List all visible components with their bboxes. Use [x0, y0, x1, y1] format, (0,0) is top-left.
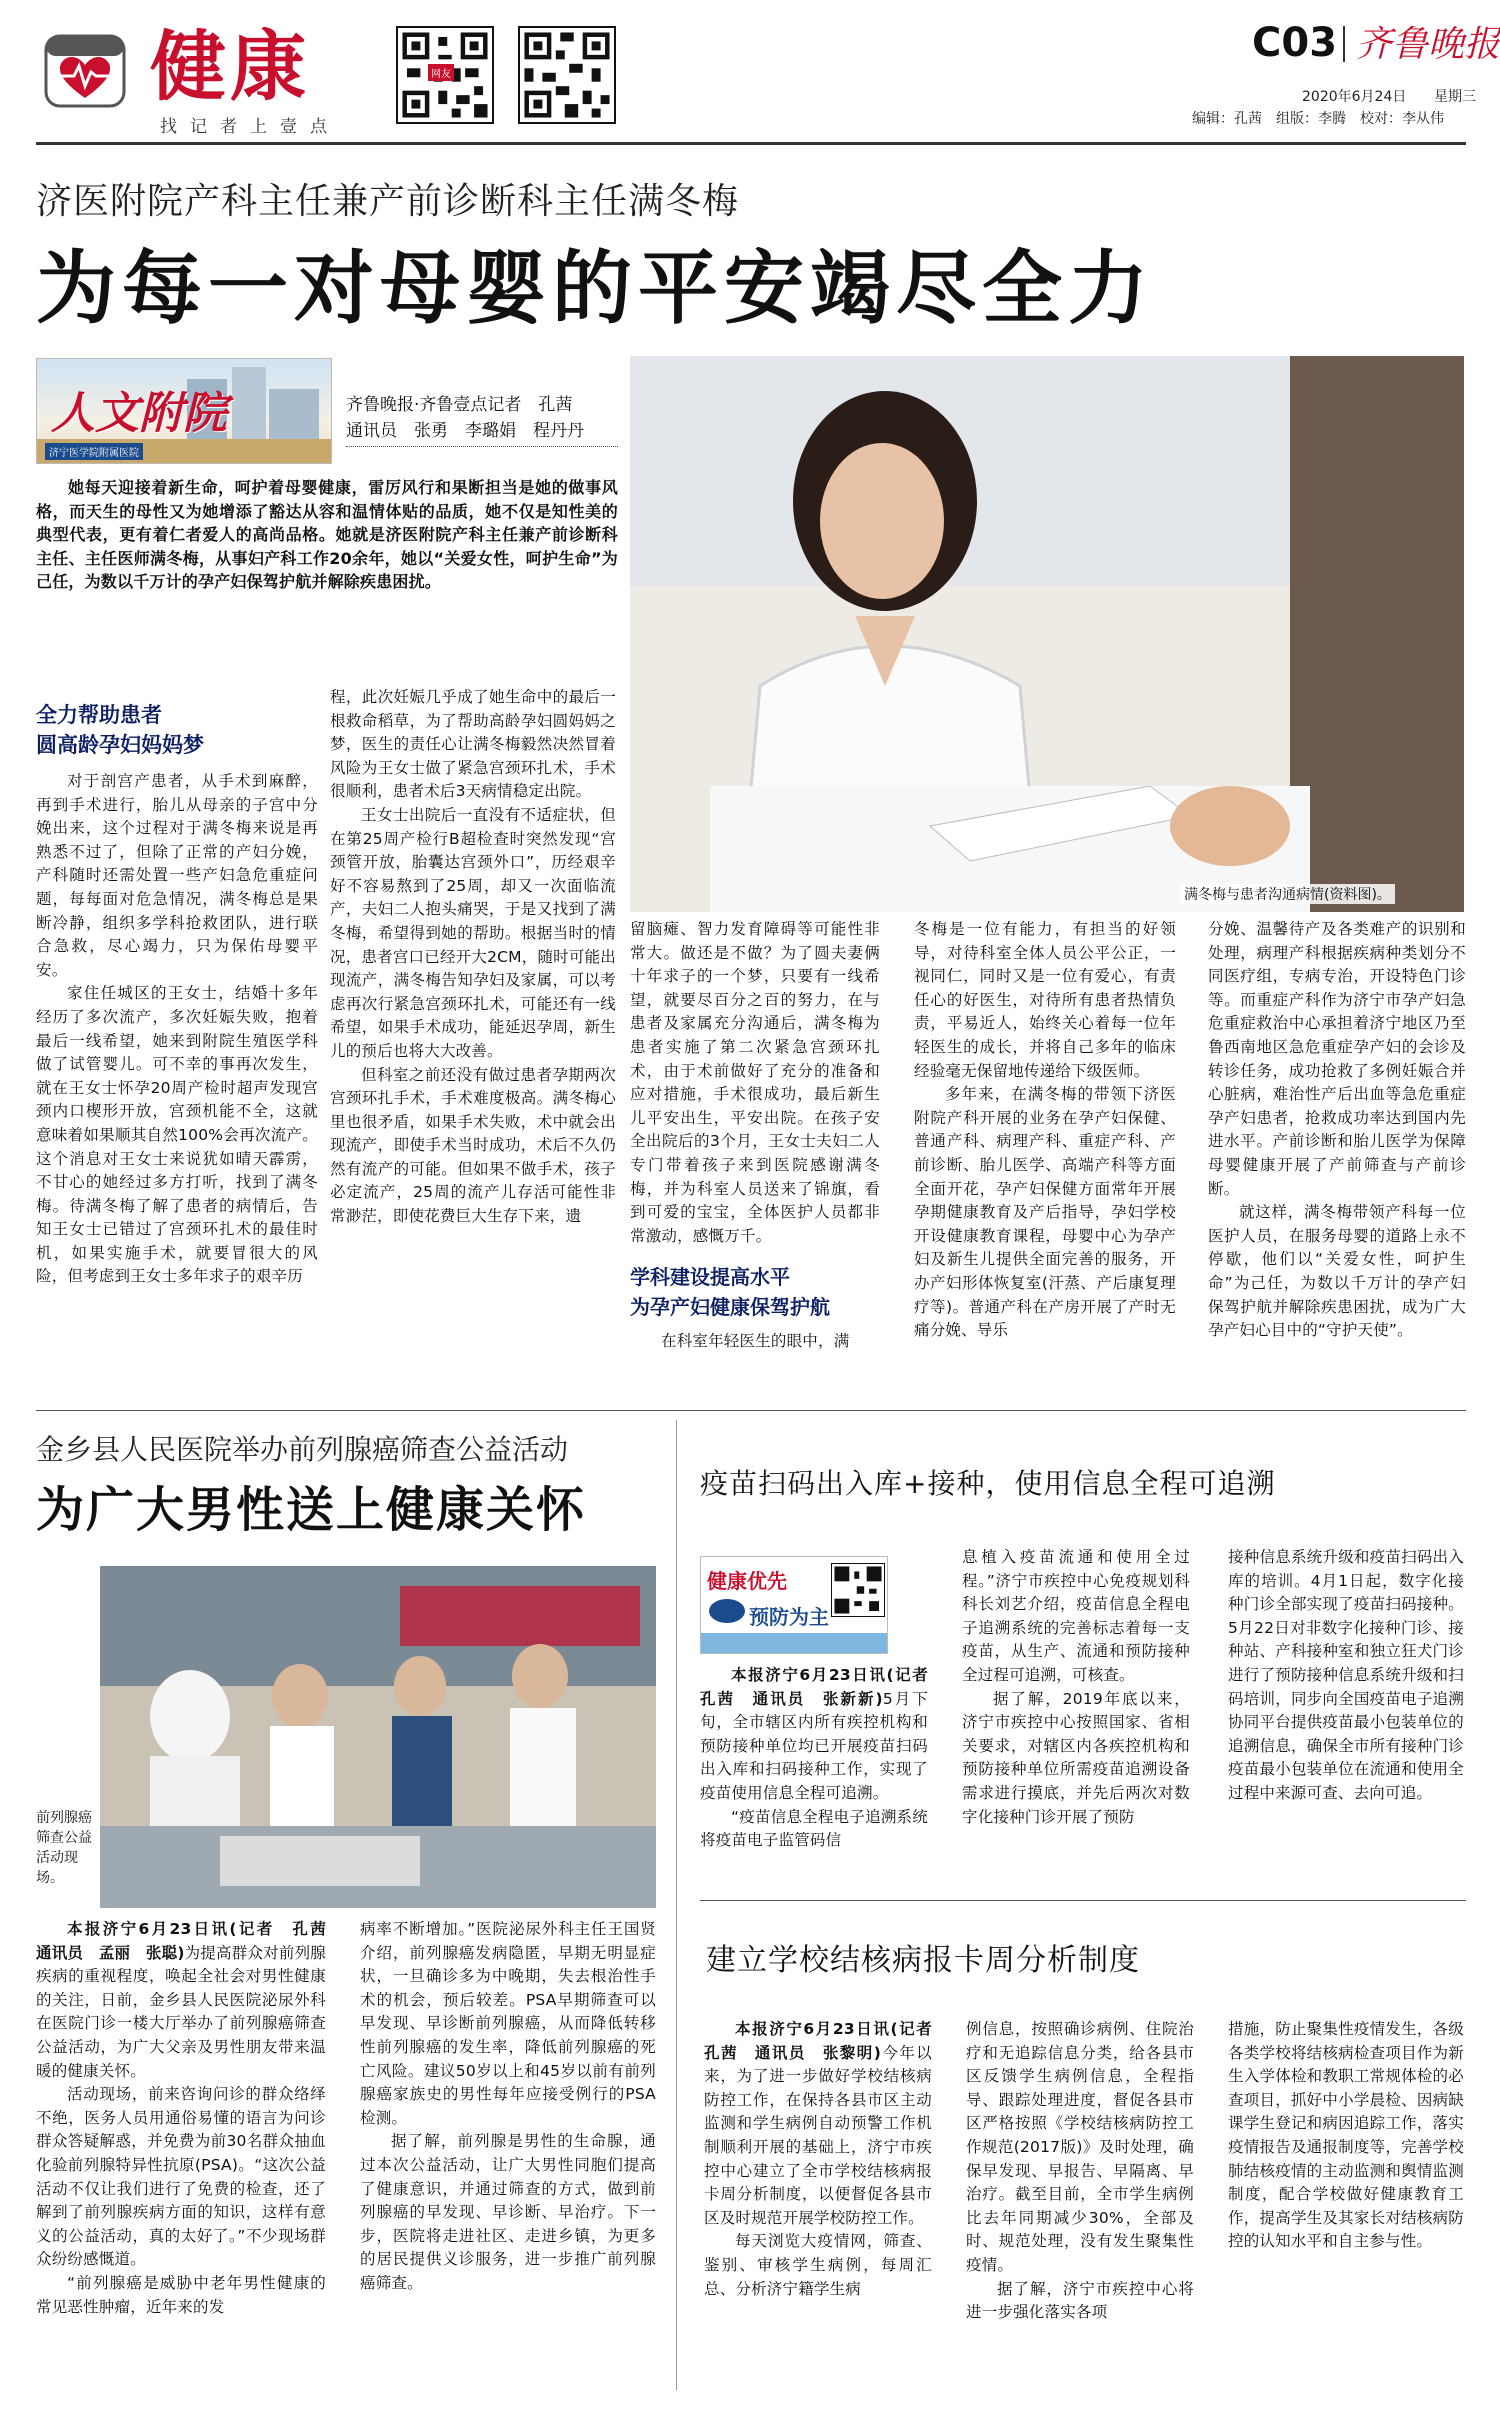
paragraph — [36, 1918, 342, 2083]
article3-headline: 疫苗扫码出入库+接种，使用信息全程可追溯 — [700, 1467, 1276, 1500]
article3-logo-title: 健康优先 — [707, 1569, 787, 1593]
editors-line: 编辑：孔茜 组版：李腾 校对：李从伟 — [1192, 111, 1444, 127]
article4-column — [704, 2018, 948, 2301]
qr-code-icon — [396, 26, 494, 124]
article1-column — [914, 918, 1176, 1343]
issue-date: 2020年6月24日 — [1302, 89, 1407, 105]
article2-column — [36, 1918, 342, 2319]
paragraph-text: 为提高群众对前列腺疾病的重视程度，唤起全社会对男性健康的关注，日前，金乡县人民医院泌尿外科在医院门诊一楼大厅举办了前列腺癌筛查公益活动，为广大父亲及男性朋友带来温暖的健康关怀。 — [36, 1943, 326, 2080]
article1-subhead: 全力帮助患者 圆高龄孕妇妈妈梦 — [36, 703, 204, 757]
paragraph: 程，此次妊娠几乎成了她生命中的最后一根救命稻草，为了帮助高龄孕妇圆妈妈之梦，医生的责任心让满冬梅毅然决然冒着风险为王女士做了紧急宫颈环扎术，手术很顺利，患者术后3天病情稳定出院。 — [330, 688, 616, 801]
newspaper-name: 齐鲁晚报 — [1356, 24, 1500, 65]
article1-column — [36, 700, 318, 1289]
paragraph: 病率不断增加。”医院泌尿外科主任王国贤介绍，前列腺癌发病隐匿，早期无明显症状，一旦确诊多为中晚期，失去根治性手术的机会，预后较差。PSA早期筛查可以早发现、早诊断前列腺癌，从而降低转移性前列腺癌的发生率，降低前列腺癌的死亡风险。建议50岁以上和45岁以前有前列腺癌家族史的男性每年应接受例行的PSA检测。 — [360, 1920, 656, 2127]
byline: 齐鲁晚报·齐鲁壹点记者 孔茜 — [346, 395, 573, 415]
paragraph — [700, 1664, 944, 1806]
article2-photo — [100, 1566, 656, 1908]
article1-photo-caption: 满冬梅与患者沟通病情(资料图)。 — [1180, 884, 1395, 904]
article1-subhead: 学科建设提高水平 为孕产妇健康保驾护航 — [630, 1265, 830, 1320]
article1-lead: 她每天迎接着新生命，呵护着母婴健康，雷厉风行和果断担当是她的做事风格，而天生的母性又为她增添了豁达从容和温情体贴的品质，她不仅是知性美的典型代表，更有着仁者爱人的高尚品格。她就是济医附院产科主任兼产前诊断科主任、主任医师满冬梅，从事妇产科工作20余年，她以“关爱女性，呵护生命”为己任，为数以千万计的孕产妇保驾护航并解除疾患困扰。 — [36, 478, 618, 592]
divider — [1343, 26, 1345, 62]
paragraph: 留脑瘫、智力发育障碍等可能性非常大。做还是不做？为了圆夫妻俩十年求子的一个梦，只要有一线希望，就要尽百分之百的努力，在与患者及家属充分沟通后，满冬梅为患者实施了第二次紧急宫颈环扎术，由于术前做好了充分的准备和应对措施，手术很成功，最后新生儿平安出生，平安出院。在孩子安全出院后的3个月，王女士夫妇二人专门带着孩子来到医院感谢满冬梅，并为科室人员送来了锦旗，看到可爱的宝宝，全体医护人员都非常激动，感慨万千。 — [630, 920, 880, 1245]
paragraph: 例信息，按照确诊病例、住院治疗和无追踪信息分类，给各县市区反馈学生病例信息，全程指导、跟踪处理进度，督促各县市区严格按照《学校结核病防控工作规范(2017版)》及时处理，确保早发现、早报告、早隔离、早治疗。截至目前，全市学生病例比去年同期减少30%，全部及时、规范处理，没有发生聚集性疫情。 — [966, 2020, 1194, 2274]
paragraph: 每天浏览大疫情网，筛查、鉴别、审核学生病例，每周汇总、分析济宁籍学生病 — [704, 2232, 932, 2298]
article2-headline: 为广大男性送上健康关怀 — [36, 1482, 587, 1538]
article3-logo — [700, 1556, 888, 1654]
article4-column — [1228, 2018, 1464, 2254]
logo-band — [701, 1633, 887, 1653]
page-code: C03 — [1252, 20, 1338, 66]
paragraph: 就这样，满冬梅带领产科每一位医护人员，在服务母婴的道路上永不停歇，他们以“关爱女性，呵护生命”为己任，为数以千万计的孕产妇保驾护航并解除疾患困扰，成为广大孕产妇心目中的“守护天使”。 — [1208, 1203, 1466, 1340]
vertical-divider — [676, 1420, 677, 2390]
section-title: 健康 — [150, 22, 310, 111]
article3-dateline: 本报济宁6月23日讯(记者 孔茜 通讯员 张新新) — [700, 1666, 944, 1708]
paragraph: 但科室之前还没有做过患者孕期两次宫颈环扎手术，手术难度极高。满冬梅心里也很矛盾，如果手术失败，术中就会出现流产，即使手术当时成功，术后不久仍然有流产的可能。但如果不做手术，孩子必定流产，25周的流产儿存活可能性非常渺茫，即使花费巨大生存下来，遗 — [330, 1065, 616, 1226]
byline-rule — [346, 446, 618, 447]
qr-code-icon — [518, 26, 616, 124]
article3-column — [1228, 1546, 1464, 1806]
masthead — [0, 0, 1500, 140]
paragraph: 多年来，在满冬梅的带领下济医附院产科开展的业务在孕产妇保健、普通产科、病理产科、重症产科、产前诊断、胎儿医学、高端产科等方面全面开花，孕产妇保健方面常年开展孕期健康教育及产后指导，孕妇学校开设健康教育课程，母婴中心为孕产妇及新生儿提供全面完善的服务，开办产妇形体恢复室(汗蒸、产后康复理疗等)。普通产科在产房开展了产时无痛分娩、导乐 — [914, 1085, 1176, 1340]
paragraph: 息植入疫苗流通和使用全过程。”济宁市疾控中心免疫规划科科长刘艺介绍，疫苗信息全程电子追溯系统的完善标志着每一支疫苗，从生产、流通和预防接种全过程可追溯，可核查。 — [962, 1548, 1190, 1684]
article2-photo-caption: 前列腺癌筛查公益活动现场。 — [36, 1810, 92, 1886]
column-logo-subtitle: 济宁医学院附属医院 — [45, 443, 143, 460]
article3-logo-subtitle: 预防为主 — [749, 1605, 829, 1629]
paragraph: 对于剖宫产患者，从手术到麻醉，再到手术进行，胎儿从母亲的子宫中分娩出来，这个过程对于满冬梅来说是再熟悉不过了，但除了正常的产妇分娩，产科随时还需处置一些产妇急危重症问题，每每面对危急情况，满冬梅总是果断冷静，组织多学科抢救团队，进行联合急救，尽心竭力，只为保佑母婴平安。 — [36, 772, 318, 979]
paragraph — [704, 2018, 948, 2230]
qr-label: 网友 — [428, 64, 454, 81]
masthead-rule — [36, 142, 1466, 145]
article2-column — [360, 1918, 656, 2296]
paragraph: 措施，防止聚集性疫情发生，各级各类学校将结核病检查项目作为新生入学体检和教职工常规体检的必查项目，抓好中小学晨检、因病缺课学生登记和病因追踪工作，落实疫情报告及通报制度等，完善学校肺结核疫情的主动监测和舆情监测制度，配合学校做好健康教育工作，提高学生及其家长对结核病防控的认知水平和自主参与性。 — [1228, 2020, 1464, 2251]
weekday: 星期三 — [1434, 89, 1476, 105]
article1-headline: 为每一对母婴的平安竭尽全力 — [36, 241, 1154, 335]
article1-column — [330, 686, 616, 1229]
paragraph: 据了解，前列腺是男性的生命腺，通过本次公益活动，让广大男性同胞们提高了健康意识，并通过筛查的方式，做到前列腺癌的早发现、早诊断、早治疗。下一步，医院将走进社区、走进乡镇，为更多的居民提供义诊服务，进一步推广前列腺癌筛查。 — [360, 2132, 656, 2292]
section-slogan: 找记者上壹点 — [160, 117, 340, 137]
article2-kicker: 金乡县人民医院举办前列腺癌筛查公益活动 — [36, 1433, 569, 1466]
article4-headline: 建立学校结核病报卡周分析制度 — [706, 1943, 1140, 1978]
paragraph: 据了解，济宁市疾控中心将进一步强化落实各项 — [966, 2279, 1194, 2322]
paragraph: 接种信息系统升级和疫苗扫码出入库的培训。4月1日起，数字化接种门诊全部实现了疫苗扫码接种。5月22日对非数字化接种门诊、接种站、产科接种室和独立狂犬门诊进行了预防接种信息系统升级和扫码培训，同步向全国疫苗电子追溯协同平台提供疫苗最小包装单位的追溯信息，确保全市所有接种门诊疫苗最小包装单位在流通和使用全过程中来源可查、去向可追。 — [1228, 1548, 1464, 1802]
column-logo-title: 人文附院 — [51, 388, 227, 439]
article4-column — [966, 2018, 1194, 2325]
paragraph: “疫苗信息全程电子追溯系统将疫苗电子监管码信 — [700, 1807, 928, 1850]
section-divider — [700, 1900, 1466, 1901]
paragraph: 分娩、温馨待产及各类难产的识别和处理，病理产科根据疾病种类划分不同医疗组，专病专治，开设特色门诊等。而重症产科作为济宁市孕产妇急危重症救治中心承担着济宁地区乃至鲁西南地区急危重症孕产妇的会诊及转诊任务，成功抢救了多例妊娠合并心脏病，难治性产后出血等急危重症孕产妇患者，抢救成功率达到国内先进水平。产前诊断和胎儿医学为保障母婴健康开展了产前筛查与产前诊断。 — [1208, 920, 1466, 1198]
paragraph: 冬梅是一位有能力，有担当的好领导，对待科室全体人员公平公正，一视同仁，同时又是一位有爱心，有责任心的好医生，对待所有患者热情负责，平易近人，始终关心着每一位年轻医生的成长，并将自己多年的临床经验毫无保留地传递给下级医师。 — [914, 920, 1176, 1080]
article1-photo — [630, 356, 1464, 912]
cdc-logo-icon — [709, 1599, 745, 1623]
paragraph: 王女士出院后一直没有不适症状，但在第25周产检行B超检查时突然发现“宫颈管开放，胎囊达宫颈外口”，历经艰辛好不容易熬到了25周，却又一次面临流产，夫妇二人抱头痛哭，于是又找到了满冬梅，希望得到她的帮助。根据当时的情况，患者宫口已经开大2CM，随时可能出现流产，满冬梅告知孕妇及家属，可以考虑再次行紧急宫颈环扎术，可能还有一线希望，如果手术成功，能延迟孕周，新生儿的预后也将大大改善。 — [330, 805, 616, 1060]
article1-kicker: 济医附院产科主任兼产前诊断科主任满冬梅 — [36, 181, 740, 222]
article3-column — [700, 1664, 944, 1853]
article1-column — [630, 918, 880, 1354]
qr-code-icon — [831, 1563, 885, 1617]
paragraph-text: 今年以来，为了进一步做好学校结核病防控工作，在保持各县市区主动监测和学生病例自动预警工作机制顺利开展的基础上，济宁市疾控中心建立了全市学校结核病报卡周分析制度，以便督促各县市区及时规范开展学校防控工作。 — [704, 2043, 932, 2227]
byline: 通讯员 张勇 李璐娟 程丹丹 — [346, 421, 584, 441]
paragraph: “前列腺癌是威胁中老年男性健康的常见恶性肿瘤，近年来的发 — [36, 2273, 326, 2316]
paragraph-text: 5月下旬，全市辖区内所有疾控机构和预防接种单位均已开展疫苗扫码出入库和扫码接种工作，实现了疫苗使用信息全程可追溯。 — [700, 1689, 928, 1802]
column-logo — [36, 358, 332, 464]
article4-dateline: 本报济宁6月23日讯(记者 孔茜 通讯员 张黎明) — [704, 2020, 948, 2062]
section-divider — [36, 1410, 1466, 1411]
paragraph: 在科室年轻医生的眼中，满 — [661, 1332, 850, 1351]
paragraph: 据了解，2019年底以来，济宁市疾控中心按照国家、省相关要求，对辖区内各疾控机构和预防接种单位所需疫苗追溯设备需求进行摸底，并先后两次对数字化接种门诊开展了预防 — [962, 1689, 1190, 1826]
heart-pulse-icon — [42, 28, 128, 114]
article3-column — [962, 1546, 1190, 1829]
paragraph: 家住任城区的王女士，结婚十多年经历了多次流产，多次妊娠失败，抱着最后一线希望，她来到附院生殖医学科做了试管婴儿。可不幸的事再次发生，就在王女士怀孕20周产检时超声发现宫颈内口楔形开放，宫颈机能不全，这就意味着如果顺其自然100%会再次流产。这个消息对王女士来说犹如晴天霹雳，不甘心的她经过多方打听，找到了满冬梅。待满冬梅了解了患者的病情后，告知王女士已错过了宫颈环扎术的最佳时机，如果实施手术，就要冒很大的风险，但考虑到王女士多年求子的艰辛历 — [36, 984, 318, 1286]
article2-dateline: 本报济宁6月23日讯(记者 孔茜 通讯员 孟丽 张聪) — [36, 1920, 342, 1962]
paragraph: 活动现场，前来咨询问诊的群众络绎不绝，医务人员用通俗易懂的语言为问诊群众答疑解惑，并免费为前30名群众抽血化验前列腺特异性抗原(PSA)。“这次公益活动不仅让我们进行了免费的检查，还了解到了前列腺疾病方面的知识，这样有意义的公益活动，真的太好了。”不少现场群众纷纷感慨道。 — [36, 2085, 326, 2269]
article1-column — [1208, 918, 1466, 1343]
